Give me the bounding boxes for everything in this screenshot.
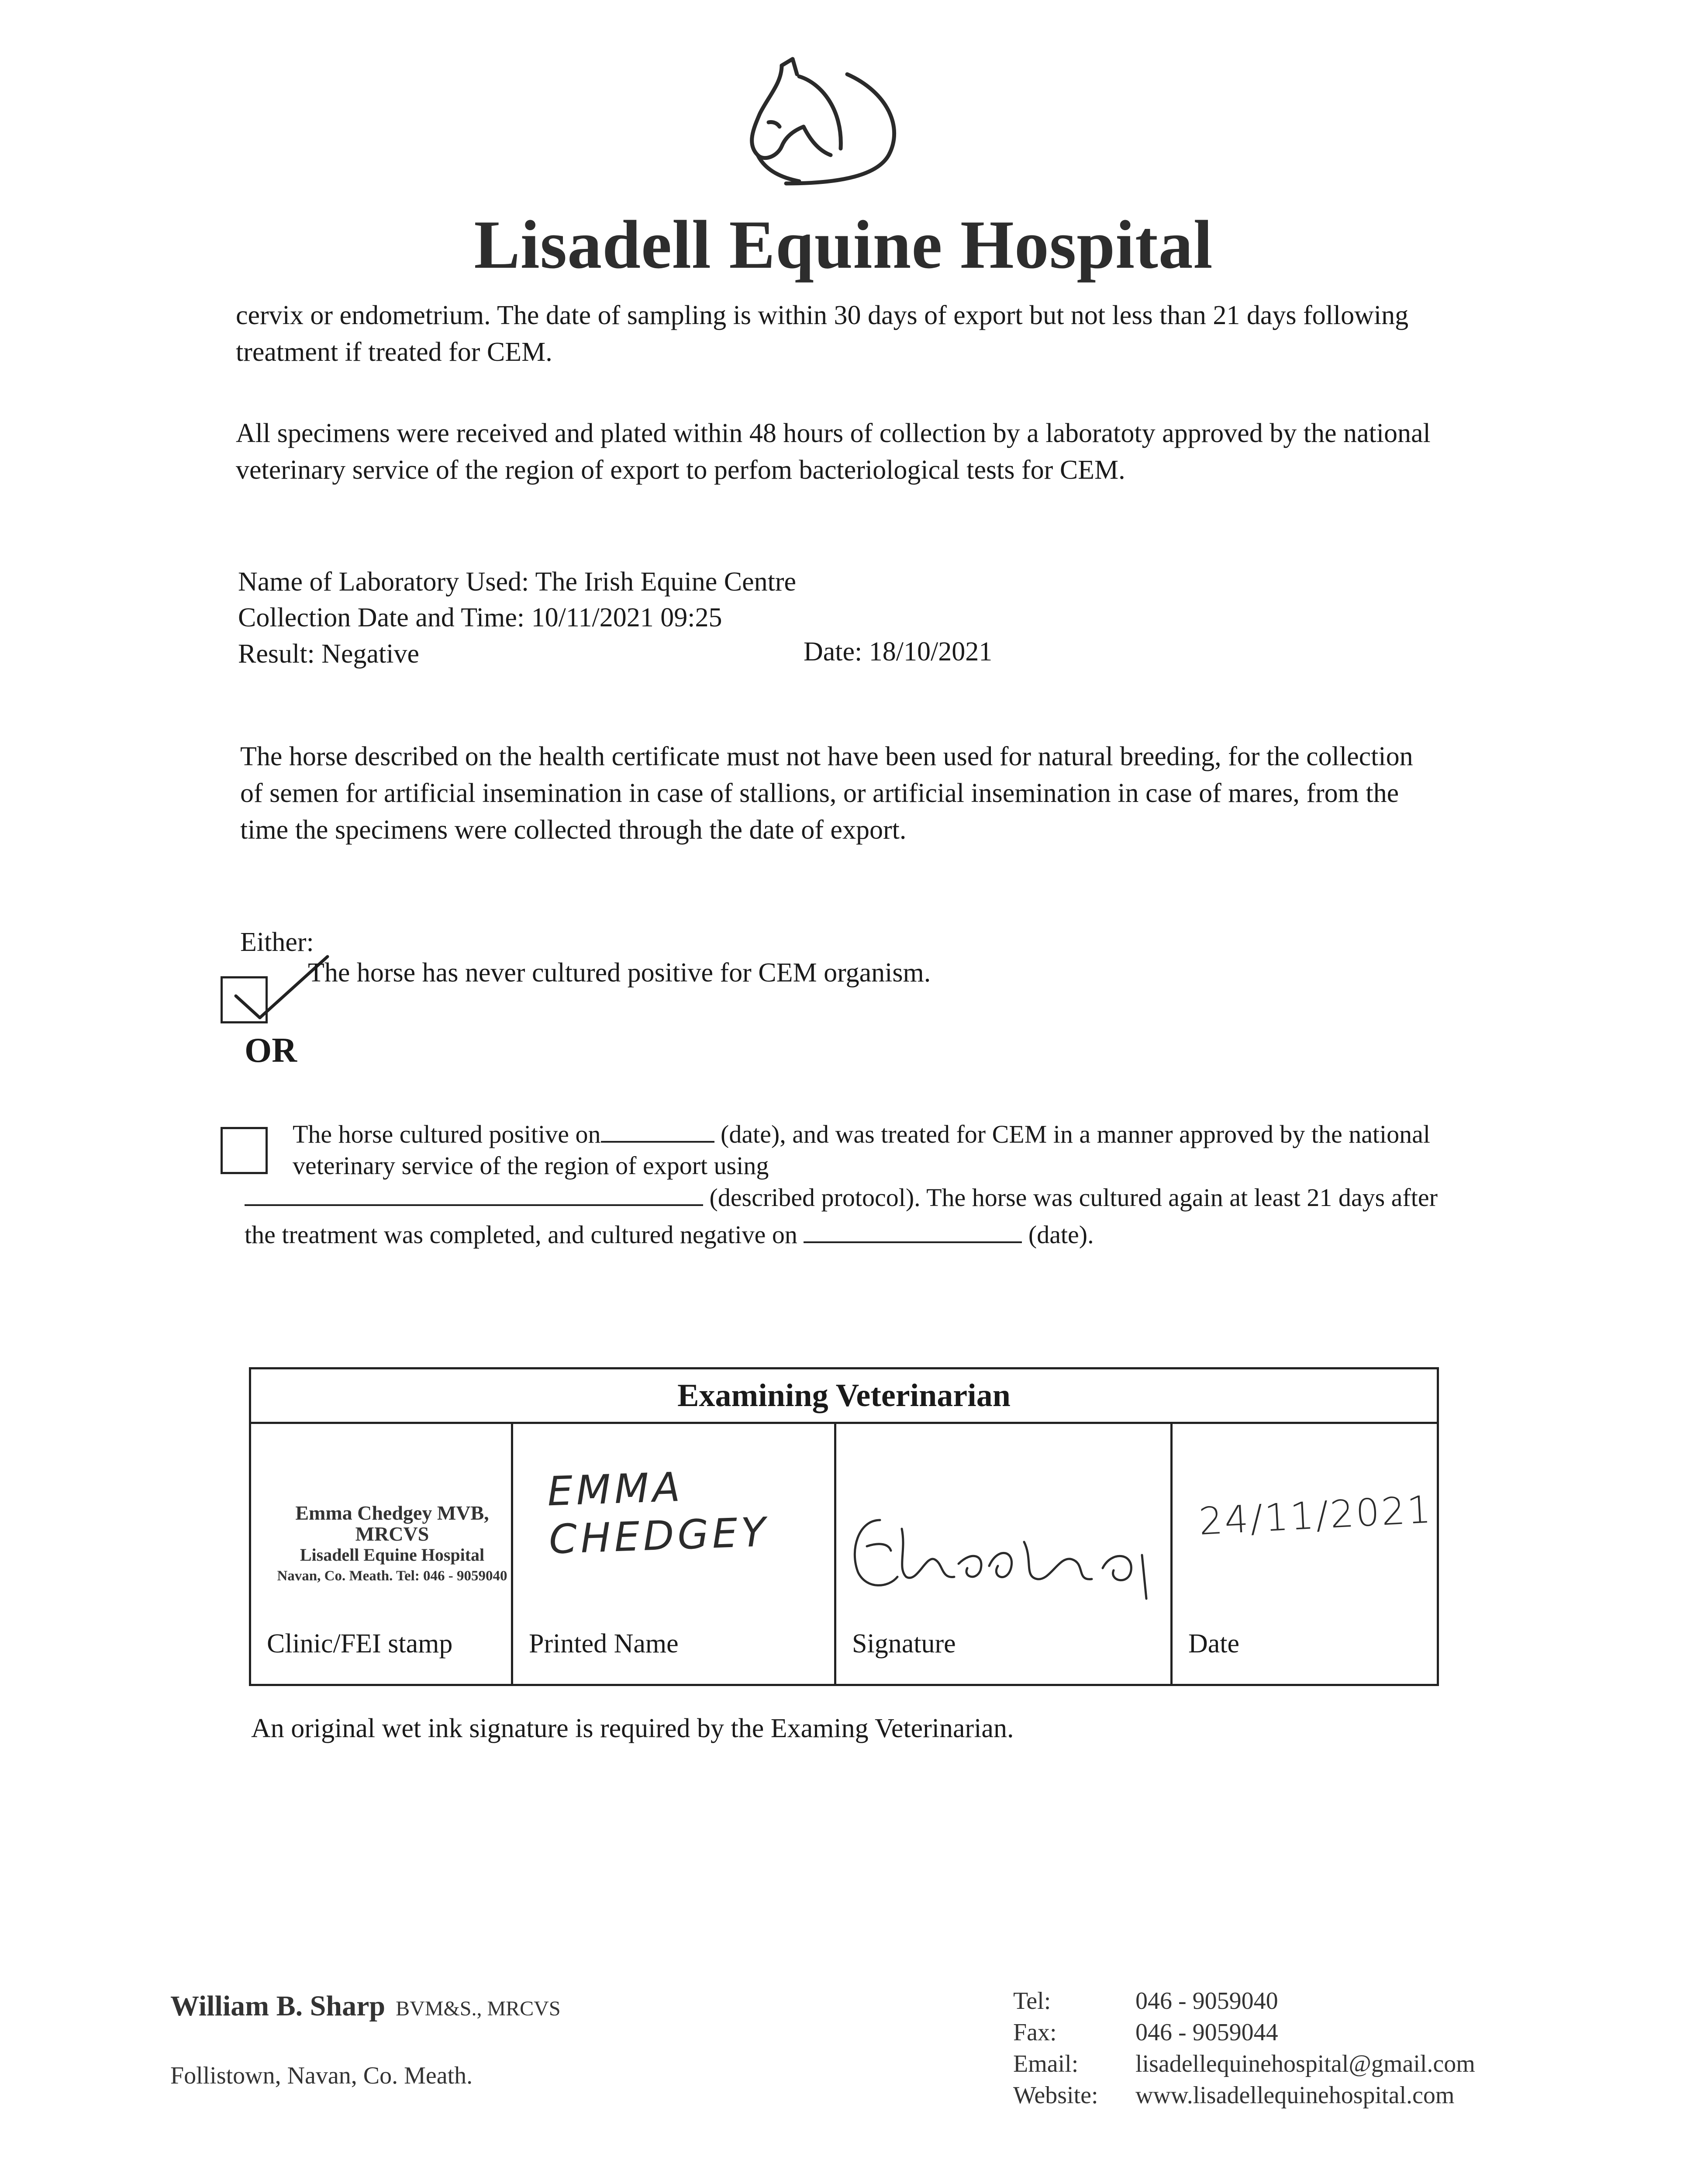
breeding-paragraph: The horse described on the health certificate must not have been used for natural breeding, for the collection of semen for artificial insemination in case of stallions, or artificial insemination in case of mares, from the time the specimens were collected through the date of export. xyxy=(240,742,1413,845)
examining-veterinarian-table xyxy=(249,1367,1439,1686)
footer-address: Follistown, Navan, Co. Meath. xyxy=(170,2062,473,2089)
contact-labels xyxy=(1013,1985,1135,2111)
clinic-stamp-label: Clinic/FEI stamp xyxy=(267,1629,453,1659)
positive-date-blank[interactable] xyxy=(601,1114,714,1143)
fax-value: 046 - 9059044 xyxy=(1135,2019,1278,2046)
option2-text xyxy=(293,1114,1450,1182)
stamp-line-2: Lisadell Equine Hospital xyxy=(300,1545,485,1565)
specimens-paragraph: All specimens were received and plated within 48 hours of collection by a laboratoty approved by the national veterinary service of the region of export to perfom bacteriological tests for CEM. xyxy=(236,418,1431,485)
collection-line: Collection Date and Time: 10/11/2021 09:25 xyxy=(238,603,722,632)
stamp-line-3: Navan, Co. Meath. Tel: 046 - 9059040 xyxy=(277,1568,507,1584)
date-label: Date xyxy=(1188,1629,1240,1659)
wet-ink-note: An original wet ink signature is required by the Examing Veterinarian. xyxy=(251,1714,1014,1743)
clinic-stamp-cell xyxy=(250,1423,512,1685)
result-line: Result: Negative xyxy=(238,639,419,669)
or-label: OR xyxy=(245,1031,297,1070)
handwritten-signature xyxy=(841,1489,1173,1603)
website-value[interactable]: www.lisadellequinehospital.com xyxy=(1135,2082,1455,2109)
table-title: Examining Veterinarian xyxy=(250,1368,1438,1423)
option2-part4: (date). xyxy=(1028,1220,1094,1249)
hospital-name: Lisadell Equine Hospital xyxy=(474,207,1213,283)
protocol-blank[interactable] xyxy=(245,1177,703,1206)
either-label: Either: xyxy=(240,927,314,957)
clinic-stamp xyxy=(259,1503,525,1586)
option2-part3: (described protocol). The horse was cultured again at least 21 days after the treatment was completed, and cultured negative on xyxy=(245,1183,1438,1249)
footer-quals: BVM&S., MRCVS xyxy=(396,1997,561,2020)
footer-name: William B. Sharp xyxy=(170,1990,386,2022)
option2-text-continued xyxy=(245,1177,1446,1251)
date-cell[interactable] xyxy=(1172,1423,1438,1685)
fax-label: Fax: xyxy=(1013,2019,1057,2046)
printed-name-cell[interactable] xyxy=(512,1423,835,1685)
tel-label: Tel: xyxy=(1013,1987,1051,2015)
stamp-line-1: Emma Chedgey MVB, MRCVS xyxy=(295,1502,489,1545)
option2-checkbox[interactable] xyxy=(221,1127,268,1174)
email-value[interactable]: lisadellequinehospital@gmail.com xyxy=(1135,2050,1475,2077)
printed-name-label: Printed Name xyxy=(529,1629,679,1659)
handwritten-printed-name: EMMA CHEDGEY xyxy=(546,1463,770,1563)
signature-cell[interactable] xyxy=(835,1423,1172,1685)
handwritten-date: 24/11/2021 xyxy=(1197,1488,1434,1544)
signature-label: Signature xyxy=(852,1629,956,1659)
option2-part1: The horse cultured positive on xyxy=(293,1120,601,1148)
tel-value: 046 - 9059040 xyxy=(1135,1987,1278,2015)
laboratory-line: Name of Laboratory Used: The Irish Equine Centre xyxy=(238,567,797,597)
horse-head-icon xyxy=(716,57,917,188)
option2-part2: (date), and was treated for CEM in a manner approved by the national veterinary service of the region of export using xyxy=(293,1120,1431,1180)
sampling-paragraph: cervix or endometrium. The date of sampling is within 30 days of export but not less than 21 days following treatment if treated for CEM. xyxy=(236,301,1409,367)
contact-values xyxy=(1135,1985,1659,2111)
footer-vet-name xyxy=(170,1990,561,2023)
website-label: Website: xyxy=(1013,2082,1098,2109)
result-date: Date: 18/10/2021 xyxy=(804,637,993,667)
email-label: Email: xyxy=(1013,2050,1079,2077)
option1-text: The horse has never cultured positive for CEM organism. xyxy=(308,958,931,988)
negative-date-blank[interactable] xyxy=(804,1214,1022,1243)
